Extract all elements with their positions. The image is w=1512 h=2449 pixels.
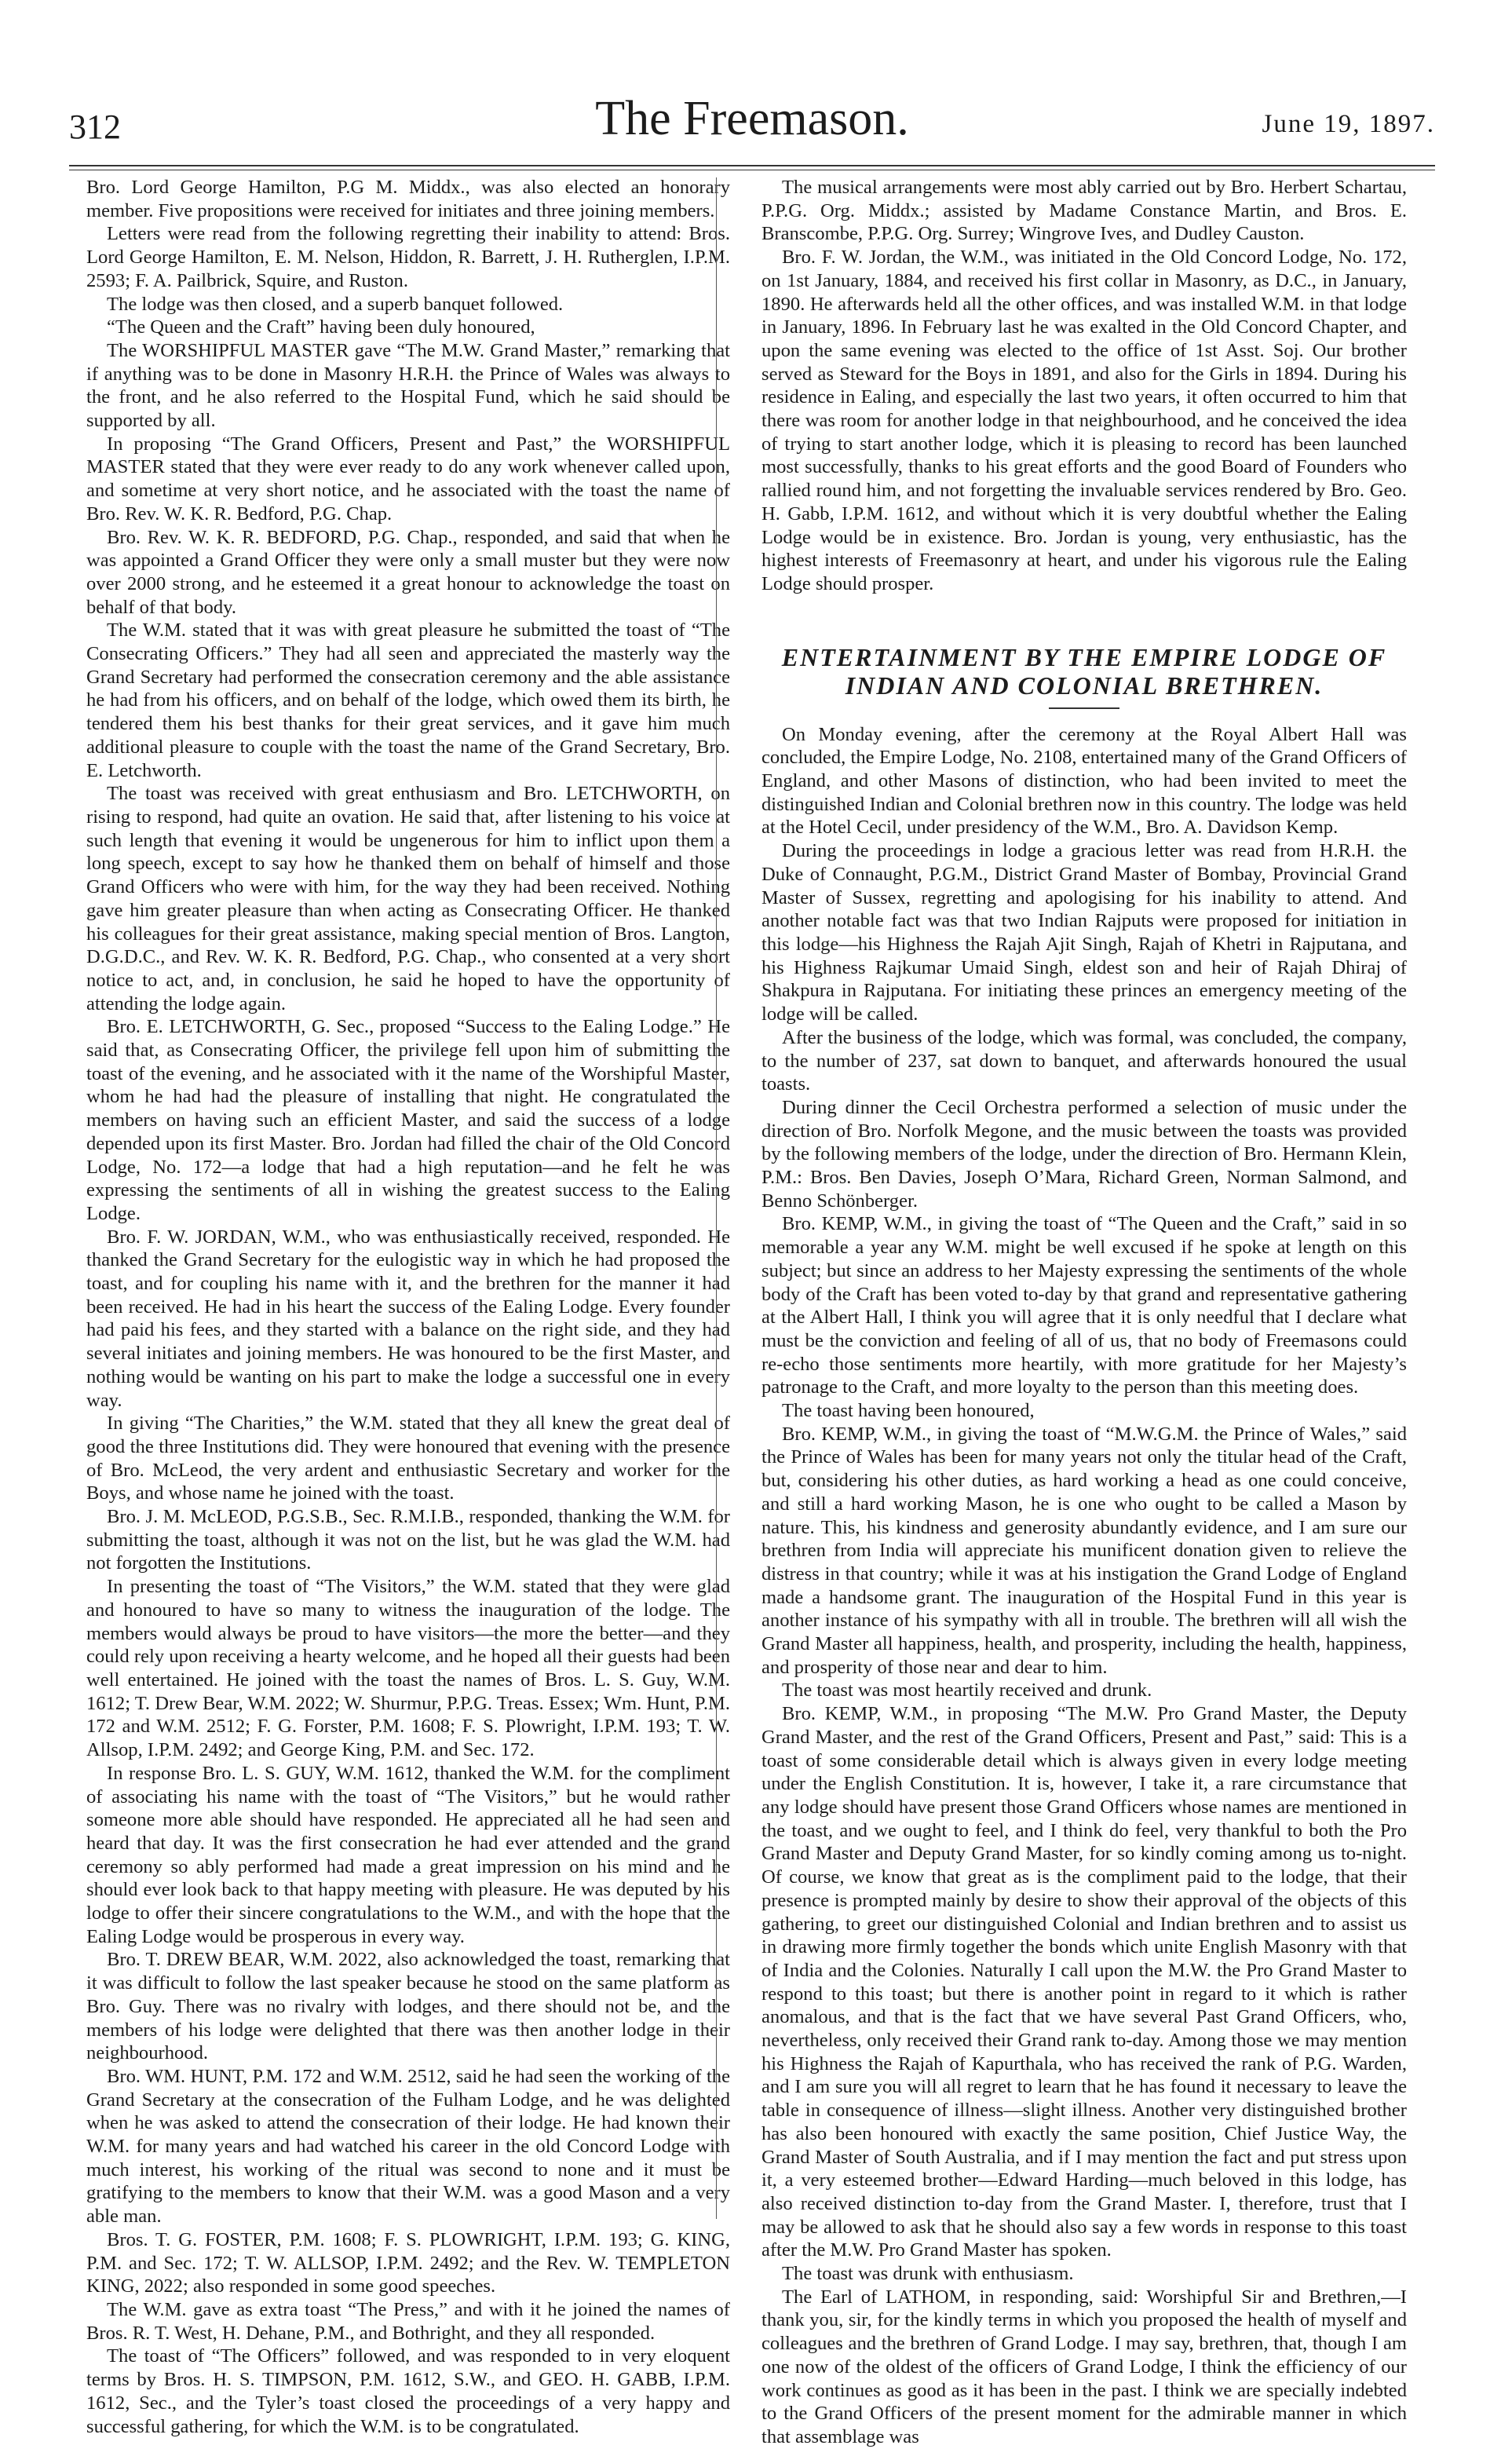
article-heading — [761, 643, 1407, 709]
paragraph: Bro. KEMP, W.M., in proposing “The M.W. Pro Grand Master, the Deputy Grand Master, and the rest of the Grand Officers, Present and Past,” said: This is a toast of some considerable detail which is always given in every lodge meeting under the English Constitution. It is, however, I take it, a rare circumstance that any lodge should have present those Grand Officers whose names are mentioned in the toast, and we ought to feel, and I think do feel, very thankful to both the Pro Grand Master and Deputy Grand Master, for so kindly coming among us to-night. Of course, we know that great as is the compliment paid to the lodge, that their presence is prompted mainly by desire to show their approval of the objects of this gathering, to greet our distinguished Colonial and Indian brethren and to assist us in drawing more firmly together the bonds which unite English Masonry with that of India and the Colonies. Naturally I call upon the M.W. the Pro Grand Master to respond to this toast; but there is another point in regard to it which is rather anomalous, and that is the fact that we have several Past Grand Officers, who, nevertheless, only received their Grand rank to-day. Among those we may mention his Highness the Rajah of Kapurthala, who has received the rank of P.G. Warden, and I am sure you will all regret to learn that he has found it necessary to leave the table in consequence of illness—slight illness. Another very distinguished brother has also been honoured with exactly the same position, Chief Justice Way, the Grand Master of South Australia, and if I may mention the fact and put stress upon it, a very esteemed brother—Edward Harding—much beloved in this lodge, has also received distinction to-day from the Grand Master. I, therefore, trust that I may be allowed to ask that he should also say a few words in response to this toast after the M.W. Pro Grand Master has spoken. — [761, 1703, 1407, 2261]
paragraph: The toast was drunk with enthusiasm. — [782, 2263, 1074, 2285]
heading-rule — [1049, 707, 1119, 709]
paragraph: In response Bro. L. S. GUY, W.M. 1612, thanked the W.M. for the compliment of associating his name with the toast of “The Visitors,” but he would rather someone more able should have responded. He appreciated all he had seen and heard that day. It was the first consecration he had ever attended and the grand ceremony so ably performed had made a great impression on his mind and he should ever look back to that happy meeting with pleasure. He was deputed by his lodge to offer their sincere congratulations to the W.M., and with the hope that the Ealing Lodge would be prosperous in every way. — [86, 1762, 730, 1947]
paragraph: Bro. KEMP, W.M., in giving the toast of “M.W.G.M. the Prince of Wales,” said the Prince of Wales has been for many years not only the titular head of the Craft, but, considering his other duties, as hard working a head as one could conceive, and still a hard working Mason, he is one who ought to be called a Mason by nature. This, his kindness and generosity abundantly evidence, and I am sure our brethren from India will appreciate his munificent donation given to relieve the distress in that country; while it was at his instigation the Grand Lodge of England made a handsome grant. The inauguration of the Hospital Fund in this year is another instance of his sympathy with all in trouble. The brethren will all wish the Grand Master all happiness, health, and prosperity, including the health, happiness, and prosperity of those near and dear to him. — [761, 1423, 1407, 1678]
paragraph: On Monday evening, after the ceremony at the Royal Albert Hall was concluded, the Empire Lodge, No. 2108, entertained many of the Grand Officers of England, and other Masons of distinction, who had been invited to meet the distinguished Indian and Colonial brethren now in this country. The lodge was held at the Hotel Cecil, under presidency of the W.M., Bro. A. Davidson Kemp. — [761, 723, 1407, 839]
paragraph: The toast having been honoured, — [782, 1400, 1035, 1422]
paragraph: The lodge was then closed, and a superb banquet followed. — [107, 293, 564, 315]
article-heading-line-1: ENTERTAINMENT BY THE EMPIRE LODGE OF — [781, 642, 1387, 671]
masthead-rule — [69, 165, 1435, 166]
paragraph: The toast was most heartily received and drunk. — [782, 1680, 1152, 1702]
paragraph: Bro. Lord George Hamilton, P.G M. Middx., was also elected an honorary member. Five propositions were received for initiates and three joining members. — [86, 177, 730, 221]
paragraph: Bro. F. W. JORDAN, W.M., who was enthusiastically received, responded. He thanked the Grand Secretary for the eulogistic way in which he had proposed the toast, and for coupling his name with it, and the brethren for the manner it had been received. He had in his heart the success of the Ealing Lodge. Every founder had paid his fees, and they started with a balance on the right side, and they had several initiates and joining members. He was honoured to be the first Master, and nothing would be wanting on his part to make the lodge a successful one in every way. — [86, 1226, 730, 1411]
paragraph: “The Queen and the Craft” having been duly honoured, — [107, 316, 535, 338]
paragraph: The toast of “The Officers” followed, and was responded to in very eloquent terms by Bros. H. S. TIMPSON, P.M. 1612, S.W., and GEO. H. GABB, I.P.M. 1612, Sec., and the Tyler’s toast closed the proceedings of a very happy and successful gathering, for which the W.M. is to be congratulated. — [86, 2345, 730, 2437]
paragraph: During the proceedings in lodge a gracious letter was read from H.R.H. the Duke of Connaught, P.G.M., District Grand Master of Bombay, Provincial Grand Master of Sussex, regretting and apologising for his inability to attend. And another notable fact was that two Indian Rajputs were proposed for initiation in this lodge—his Highness the Rajah Ajit Singh, Rajah of Khetri in Rajputana, and his Highness Rajkumar Umaid Singh, eldest son and heir of Rajah Dhiraj of Shakpura in Rajputana. For initiating these princes an emergency meeting of the lodge will be called. — [761, 840, 1407, 1025]
left-column — [86, 176, 730, 2438]
page-number: 312 — [69, 108, 121, 146]
paragraph: During dinner the Cecil Orchestra performed a selection of music under the direction of Bro. Norfolk Megone, and the music between the toasts was provided by the following members of the lodge, under the direction of Bro. Hermann Klein, P.M.: Bros. Ben Davies, Joseph O’Mara, Richard Green, Norman Salmond, and Benno Schönberger. — [761, 1096, 1407, 1212]
paragraph: Bro. Rev. W. K. R. BEDFORD, P.G. Chap., responded, and said that when he was appointed a Grand Officer they were only a small muster but they were now over 2000 strong, and he esteemed it a great honour to acknowledge the toast on behalf of that body. — [86, 526, 730, 618]
column-divider — [716, 177, 717, 2219]
paragraph: Letters were read from the following regretting their inability to attend: Bros. Lord George Hamilton, E. M. Nelson, Hiddon, R. Barrett, J. H. Rutherglen, I.P.M. 2593; F. A. Pailbrick, Squire, and Ruston. — [86, 223, 730, 291]
paragraph: The W.M. gave as extra toast “The Press,” and with it he joined the names of Bros. R. T. West, H. Dehane, P.M., and Bothright, and they all responded. — [86, 2298, 730, 2344]
paragraph: Bro. J. M. McLEOD, P.G.S.B., Sec. R.M.I.B., responded, thanking the W.M. for submitting the toast, although it was not on the list, but he was glad the W.M. had not forgotten the Institutions. — [86, 1506, 730, 1574]
paragraph: Bro. F. W. Jordan, the W.M., was initiated in the Old Concord Lodge, No. 172, on 1st January, 1884, and received his first collar in Masonry, as D.C., in January, 1890. He afterwards held all the other offices, and was installed W.M. in that lodge in January, 1896. In February last he was exalted in the Old Concord Chapter, and upon the same evening was elected to the office of 1st Asst. Soj. Our brother served as Steward for the Boys in 1891, and also for the Girls in 1894. During his residence in Ealing, and especially the last two years, it often occurred to him that there was room for another lodge in that neighbourhood, and he conceived the idea of trying to start another lodge, which it is pleasing to record has been launched most successfully, thanks to his great efforts and the good Board of Founders who rallied round him, and not forgetting the invaluable services rendered by Bro. Geo. H. Gabb, I.P.M. 1612, and without which it is very doubtful whether the Ealing Lodge would be in existence. Bro. Jordan is young, very enthusiastic, has the highest interests of Freemasonry at heart, and under his vigorous rule the Ealing Lodge should prosper. — [761, 247, 1407, 594]
paragraph: After the business of the lodge, which was formal, was concluded, the company, to the number of 237, sat down to banquet, and afterwards honoured the usual toasts. — [761, 1026, 1407, 1095]
paragraph: Bro. E. LETCHWORTH, G. Sec., proposed “Success to the Ealing Lodge.” He said that, as Consecrating Officer, the privilege fell upon him of submitting the toast of the evening, and he associated with it the name of the Worshipful Master, whom he had had the pleasure of installing that night. He congratulated the members on having such an efficient Master, and said the success of a lodge depended upon its first Master. Bro. Jordan had filled the chair of the Old Concord Lodge, No. 172—a lodge that had a high reputation—and he felt he was expressing the sentiments of all in wishing the greatest success to the Ealing Lodge. — [86, 1016, 730, 1224]
paragraph: The toast was received with great enthusiasm and Bro. LETCHWORTH, on rising to respond, had quite an ovation. He said that, after listening to his voice at such length that evening it would be ungenerous for him to inflict upon them a long speech, except to say how he thanked them on behalf of himself and those Grand Officers who were with him, for the way they had been received. Nothing gave him greater pleasure than when acting as Consecrating Officer. He thanked his colleagues for their great assistance, making special mention of Bros. Langton, D.G.D.C., and Rev. W. K. R. Bedford, P.G. Chap., who consented at a very short notice to act, and, in conclusion, he said he hoped to have the opportunity of attending the lodge again. — [86, 783, 730, 1014]
paragraph: Bro. KEMP, W.M., in giving the toast of “The Queen and the Craft,” said in so memorable a year any W.M. might be well excused if he spoke at length on this subject; but since an address to her Majesty expressing the sentiments of the whole body of the Craft has been voted to-day by that grand and representative gathering at the Albert Hall, I think you will agree that it is only needful that I declare what must be the conviction and feeling of all of us, that no body of Freemasons could re-echo those sentiments more heartily, with more gratitude for her Majesty’s patronage to the Craft, and more loyalty to the person than this meeting does. — [761, 1213, 1407, 1398]
right-column — [761, 176, 1407, 2449]
paragraph: In proposing “The Grand Officers, Present and Past,” the WORSHIPFUL MASTER stated that they were ever ready to do any work whenever called upon, and sometime at very short notice, and he associated with the toast the name of Bro. Rev. W. K. R. Bedford, P.G. Chap. — [86, 433, 730, 525]
paragraph: The musical arrangements were most ably carried out by Bro. Herbert Schartau, P.P.G. Org. Middx.; assisted by Madame Constance Martin, and Bros. E. Branscombe, P.P.G. Org. Surrey; Wingrove Ives, and Dudley Causton. — [761, 177, 1407, 245]
issue-date: June 19, 1897. — [1262, 110, 1435, 138]
article-heading-line-2: INDIAN AND COLONIAL BRETHREN. — [845, 671, 1324, 700]
paragraph: In presenting the toast of “The Visitors,” the W.M. stated that they were glad and honoured to have so many to witness the inauguration of the lodge. The members would always be proud to have visitors—the more the better—and they could rely upon receiving a hearty welcome, and he hoped all their guests had been well entertained. He joined with the toast the names of Bros. L. S. Guy, W.M. 1612; T. Drew Bear, W.M. 2022; W. Shurmur, P.P.G. Treas. Essex; Wm. Hunt, P.M. 172 and W.M. 2512; F. G. Forster, P.M. 1608; F. S. Plowright, I.P.M. 193; T. W. Allsop, I.P.M. 2492; and George King, P.M. and Sec. 172. — [86, 1576, 730, 1761]
journal-title: The Freemason. — [595, 92, 909, 145]
paragraph: Bro. WM. HUNT, P.M. 172 and W.M. 2512, said he had seen the working of the Grand Secretary at the consecration of the Fulham Lodge, and he was delighted when he was asked to attend the consecration of their lodge. He had known their W.M. for many years and had watched his career in the old Concord Lodge with much interest, his working of the ritual was second to none and it must be gratifying to the members to know that their W.M. was a good Mason and a very able man. — [86, 2065, 730, 2228]
paragraph: The WORSHIPFUL MASTER gave “The M.W. Grand Master,” remarking that if anything was to be done in Masonry H.R.H. the Prince of Wales was always to the front, and he also referred to the Hospital Fund, which he said should be supported by all. — [86, 339, 730, 432]
paragraph: Bros. T. G. FOSTER, P.M. 1608; F. S. PLOWRIGHT, I.P.M. 193; G. KING, P.M. and Sec. 172; T. W. ALLSOP, I.P.M. 2492; and the Rev. W. TEMPLETON KING, 2022; also responded in some good speeches. — [86, 2228, 730, 2297]
paragraph: The Earl of LATHOM, in responding, said: Worshipful Sir and Brethren,—I thank you, sir, for the kindly terms in which you proposed the health of myself and colleagues and the brethren of Grand Lodge. I may say, brethren, that, though I am one now of the oldest of the officers of Grand Lodge, I think the efficiency of our work continues as good as it has been in the past. I think we are specially indebted to the Grand Officers of the present moment for the admirable manner in which that assemblage was — [761, 2286, 1407, 2447]
paragraph: The W.M. stated that it was with great pleasure he submitted the toast of “The Consecrating Officers.” They had all seen and appreciated the masterly way the Grand Secretary had performed the consecration ceremony and the able assistance he had from his officers, and on behalf of the lodge, which owed them its birth, he tendered them his best thanks for their great services, and it gave him much additional pleasure to couple with the toast the name of the Grand Secretary, Bro. E. Letchworth. — [86, 620, 730, 781]
paragraph: In giving “The Charities,” the W.M. stated that they all knew the great deal of good the three Institutions did. They were honoured that evening with the presence of Bro. McLeod, the very ardent and enthusiastic Secretary and worker for the Boys, and whose name he joined with the toast. — [86, 1413, 730, 1504]
paragraph: Bro. T. DREW BEAR, W.M. 2022, also acknowledged the toast, remarking that it was difficult to follow the last speaker because he stood on the same platform as Bro. Guy. There was no rivalry with lodges, and there should not be, and the members of his lodge were delighted that there was then another lodge in their neighbourhood. — [86, 1949, 730, 2064]
